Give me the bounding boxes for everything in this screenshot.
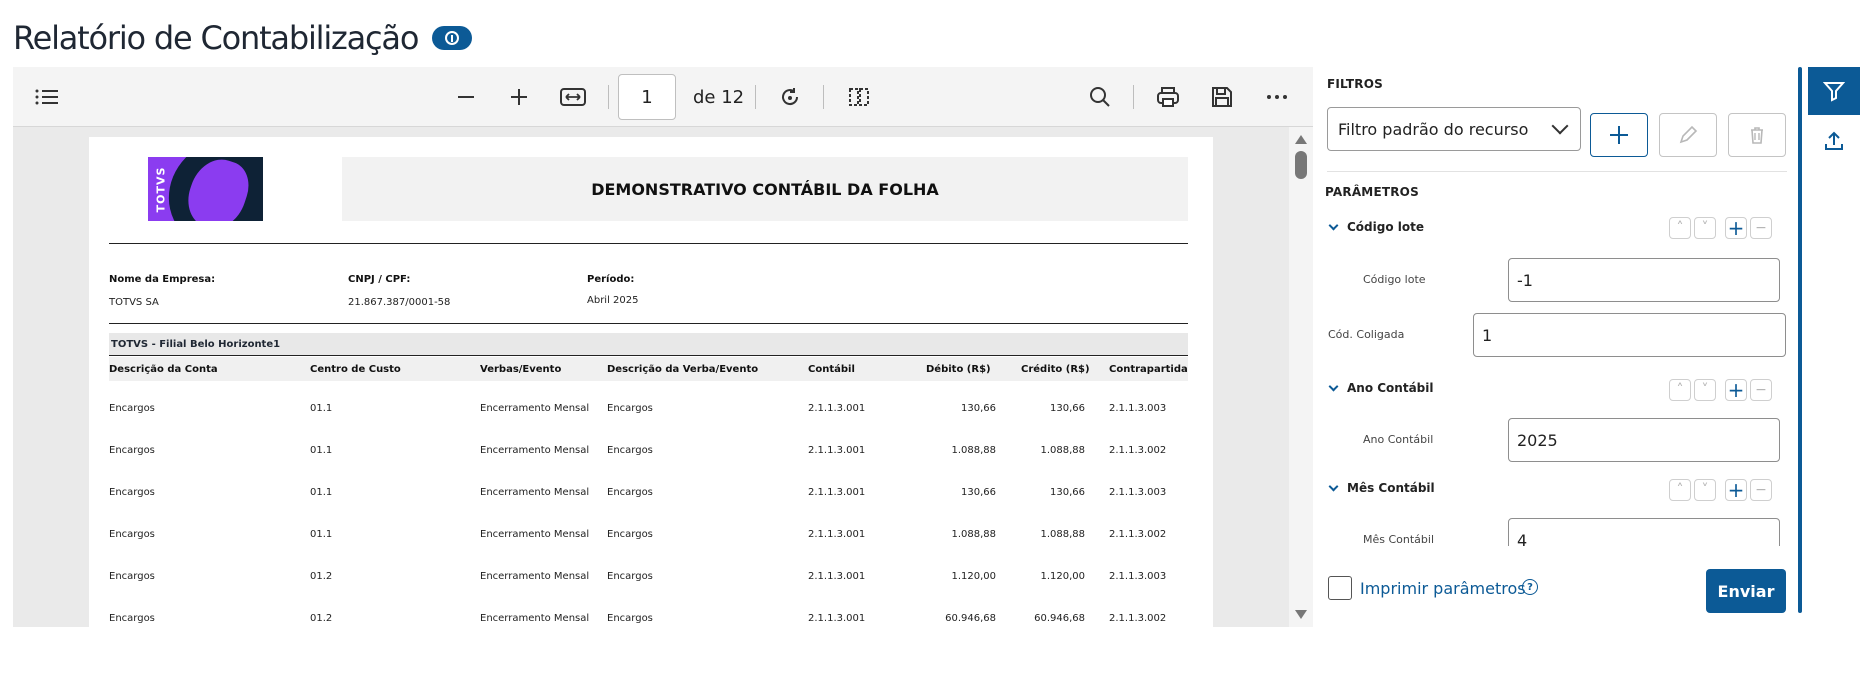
export-tab[interactable] — [1808, 121, 1860, 161]
table-cell: 01.1 — [310, 403, 333, 414]
pdf-viewer — [13, 67, 1313, 627]
add-filter-button[interactable] — [1590, 113, 1648, 157]
scroll-thumb[interactable] — [1295, 151, 1307, 179]
print-params-checkbox[interactable] — [1328, 576, 1352, 600]
print-params-label[interactable]: Imprimir parâmetros — [1360, 579, 1526, 598]
fit-width-icon[interactable] — [557, 81, 589, 113]
filter-icon — [1823, 80, 1845, 102]
table-cell: Encargos — [607, 613, 653, 624]
upload-icon — [1823, 130, 1845, 152]
outline-icon[interactable] — [31, 81, 63, 113]
table-cell: Encargos — [109, 487, 155, 498]
separator — [109, 243, 1188, 244]
table-cell: 60.946,68 — [945, 613, 996, 624]
table-cell: Encargos — [607, 487, 653, 498]
table-cell: Encerramento Mensal — [480, 487, 590, 498]
mes-contabil-clip — [1506, 516, 1782, 546]
move-up-icon[interactable]: ˄ — [1669, 217, 1691, 239]
table-cell: 1.088,88 — [951, 529, 996, 540]
table-header — [109, 357, 1188, 381]
move-up-icon[interactable]: ˄ — [1669, 379, 1691, 401]
column-header: Verbas/Evento — [480, 364, 562, 375]
table-cell: 2.1.1.3.001 — [808, 529, 866, 540]
table-cell: 2.1.1.3.001 — [808, 445, 866, 456]
chevron-down-icon — [1329, 481, 1339, 491]
vertical-scrollbar[interactable] — [1289, 127, 1313, 627]
table-cell: 2.1.1.3.001 — [808, 403, 866, 414]
help-icon[interactable]: ? — [1522, 579, 1538, 595]
table-cell: Encerramento Mensal — [480, 571, 590, 582]
codigo-lote-input[interactable] — [1508, 258, 1780, 302]
param-label: Código lote — [1363, 273, 1426, 286]
delete-filter-button[interactable] — [1728, 113, 1786, 157]
cnpj-value: 21.867.387/0001-58 — [348, 297, 451, 308]
company-label: Nome da Empresa: — [109, 274, 216, 285]
mes-contabil-input[interactable] — [1508, 518, 1780, 546]
column-header: Contábil — [808, 364, 855, 375]
table-cell: Encargos — [607, 529, 653, 540]
table-cell: 2.1.1.3.003 — [1109, 403, 1167, 414]
document-area — [13, 127, 1313, 627]
column-header: Contrapartida — [1109, 364, 1188, 375]
filter-select-value: Filtro padrão do recurso — [1338, 120, 1529, 139]
table-cell: 2.1.1.3.002 — [1109, 613, 1167, 624]
cod-coligada-input[interactable] — [1473, 313, 1786, 357]
period-label: Período: — [587, 274, 635, 285]
chevron-down-icon — [1552, 118, 1569, 135]
table-cell: Encargos — [607, 403, 653, 414]
search-icon[interactable] — [1084, 81, 1116, 113]
add-param-icon[interactable]: + — [1725, 479, 1747, 501]
toolbar-divider — [1133, 85, 1134, 109]
company-value: TOTVS SA — [109, 297, 159, 308]
toolbar-divider — [823, 85, 824, 109]
more-options-icon[interactable] — [1261, 81, 1293, 113]
table-cell: 01.1 — [310, 445, 333, 456]
plus-icon — [1609, 125, 1629, 145]
edit-filter-button[interactable] — [1659, 113, 1717, 157]
column-header: Débito (R$) — [926, 364, 991, 375]
table-cell: 1.088,88 — [951, 445, 996, 456]
rotate-icon[interactable] — [774, 81, 806, 113]
table-cell: 1.088,88 — [1040, 529, 1085, 540]
side-rail — [1808, 67, 1860, 167]
table-cell: Encerramento Mensal — [480, 613, 590, 624]
params-title: PARÂMETROS — [1325, 185, 1419, 199]
filters-panel — [1316, 67, 1796, 627]
table-cell: Encargos — [109, 529, 155, 540]
pencil-icon — [1678, 125, 1698, 145]
trash-icon — [1747, 125, 1767, 145]
cnpj-label: CNPJ / CPF: — [348, 274, 411, 285]
table-cell: 1.088,88 — [1040, 445, 1085, 456]
zoom-out-icon[interactable] — [450, 81, 482, 113]
table-cell: 2.1.1.3.001 — [808, 487, 866, 498]
totvs-logo: TOTVS — [148, 157, 263, 221]
move-up-icon[interactable]: ˄ — [1669, 479, 1691, 501]
param-label: Cód. Coligada — [1328, 328, 1405, 341]
divider — [1327, 171, 1787, 172]
table-cell: Encerramento Mensal — [480, 445, 590, 456]
table-cell: 60.946,68 — [1034, 613, 1085, 624]
chevron-down-icon — [1329, 381, 1339, 391]
page-header — [13, 18, 472, 58]
scroll-up-icon[interactable] — [1295, 135, 1307, 144]
page-title: Relatório de Contabilização — [13, 19, 419, 57]
column-header: Descrição da Conta — [109, 364, 218, 375]
param-group-ano-contabil[interactable]: Ano Contábil — [1328, 381, 1434, 395]
param-group-codigo-lote[interactable]: Código lote — [1328, 220, 1424, 234]
separator — [109, 355, 1188, 356]
table-cell: Encargos — [607, 571, 653, 582]
table-cell: 2.1.1.3.001 — [808, 613, 866, 624]
viewer-toolbar — [13, 67, 1313, 127]
print-icon[interactable] — [1152, 81, 1184, 113]
table-cell: 2.1.1.3.003 — [1109, 571, 1167, 582]
table-cell: Encargos — [109, 613, 155, 624]
panel-scrollbar[interactable] — [1798, 67, 1802, 613]
toolbar-divider — [608, 85, 609, 109]
save-icon[interactable] — [1206, 81, 1238, 113]
table-cell: 2.1.1.3.001 — [808, 571, 866, 582]
remove-param-icon[interactable]: − — [1750, 217, 1772, 239]
page-number-input[interactable] — [618, 74, 676, 120]
separator — [109, 323, 1188, 324]
table-cell: 1.120,00 — [1040, 571, 1085, 582]
param-group-mes-contabil[interactable]: Mês Contábil — [1328, 481, 1435, 495]
column-header: Centro de Custo — [310, 364, 401, 375]
chevron-down-icon — [1329, 220, 1339, 230]
zoom-in-icon[interactable] — [503, 81, 535, 113]
filters-title: FILTROS — [1327, 77, 1383, 91]
table-cell: 130,66 — [961, 403, 996, 414]
table-cell: 2.1.1.3.003 — [1109, 487, 1167, 498]
table-cell: Encargos — [109, 571, 155, 582]
page-total: de 12 — [693, 87, 745, 108]
table-cell: 130,66 — [1050, 403, 1085, 414]
send-button[interactable]: Enviar — [1706, 569, 1786, 613]
add-param-icon[interactable]: + — [1725, 217, 1747, 239]
column-header: Descrição da Verba/Evento — [607, 364, 759, 375]
table-cell: 1.120,00 — [951, 571, 996, 582]
document-page — [89, 137, 1213, 627]
table-cell: 2.1.1.3.002 — [1109, 529, 1167, 540]
table-cell: Encerramento Mensal — [480, 529, 590, 540]
add-param-icon[interactable]: + — [1725, 379, 1747, 401]
table-cell: 01.2 — [310, 571, 333, 582]
ano-contabil-input[interactable] — [1508, 418, 1780, 462]
table-cell: 130,66 — [961, 487, 996, 498]
scroll-down-icon[interactable] — [1295, 610, 1307, 619]
document-title: DEMONSTRATIVO CONTÁBIL DA FOLHA — [342, 157, 1188, 221]
param-label: Mês Contábil — [1363, 533, 1435, 546]
table-cell: 130,66 — [1050, 487, 1085, 498]
remove-param-icon[interactable]: − — [1750, 479, 1772, 501]
remove-param-icon[interactable]: − — [1750, 379, 1772, 401]
table-cell: Encargos — [607, 445, 653, 456]
filter-select[interactable] — [1327, 107, 1581, 151]
page-view-icon[interactable] — [843, 81, 875, 113]
table-cell: 01.1 — [310, 529, 333, 540]
table-cell: Encerramento Mensal — [480, 403, 590, 414]
move-down-icon[interactable]: ˅ — [1694, 479, 1716, 501]
table-cell: 01.2 — [310, 613, 333, 624]
table-cell: 2.1.1.3.002 — [1109, 445, 1167, 456]
table-cell: Encargos — [109, 403, 155, 414]
period-value: Abril 2025 — [587, 295, 639, 306]
move-down-icon[interactable]: ˅ — [1694, 379, 1716, 401]
move-down-icon[interactable]: ˅ — [1694, 217, 1716, 239]
info-icon[interactable] — [432, 26, 472, 50]
table-cell: 01.1 — [310, 487, 333, 498]
column-header: Crédito (R$) — [1021, 364, 1090, 375]
table-cell: Encargos — [109, 445, 155, 456]
filter-tab[interactable] — [1808, 67, 1860, 115]
branch-header: TOTVS - Filial Belo Horizonte1 — [109, 333, 1188, 355]
toolbar-divider — [755, 85, 756, 109]
param-label: Ano Contábil — [1363, 433, 1434, 446]
